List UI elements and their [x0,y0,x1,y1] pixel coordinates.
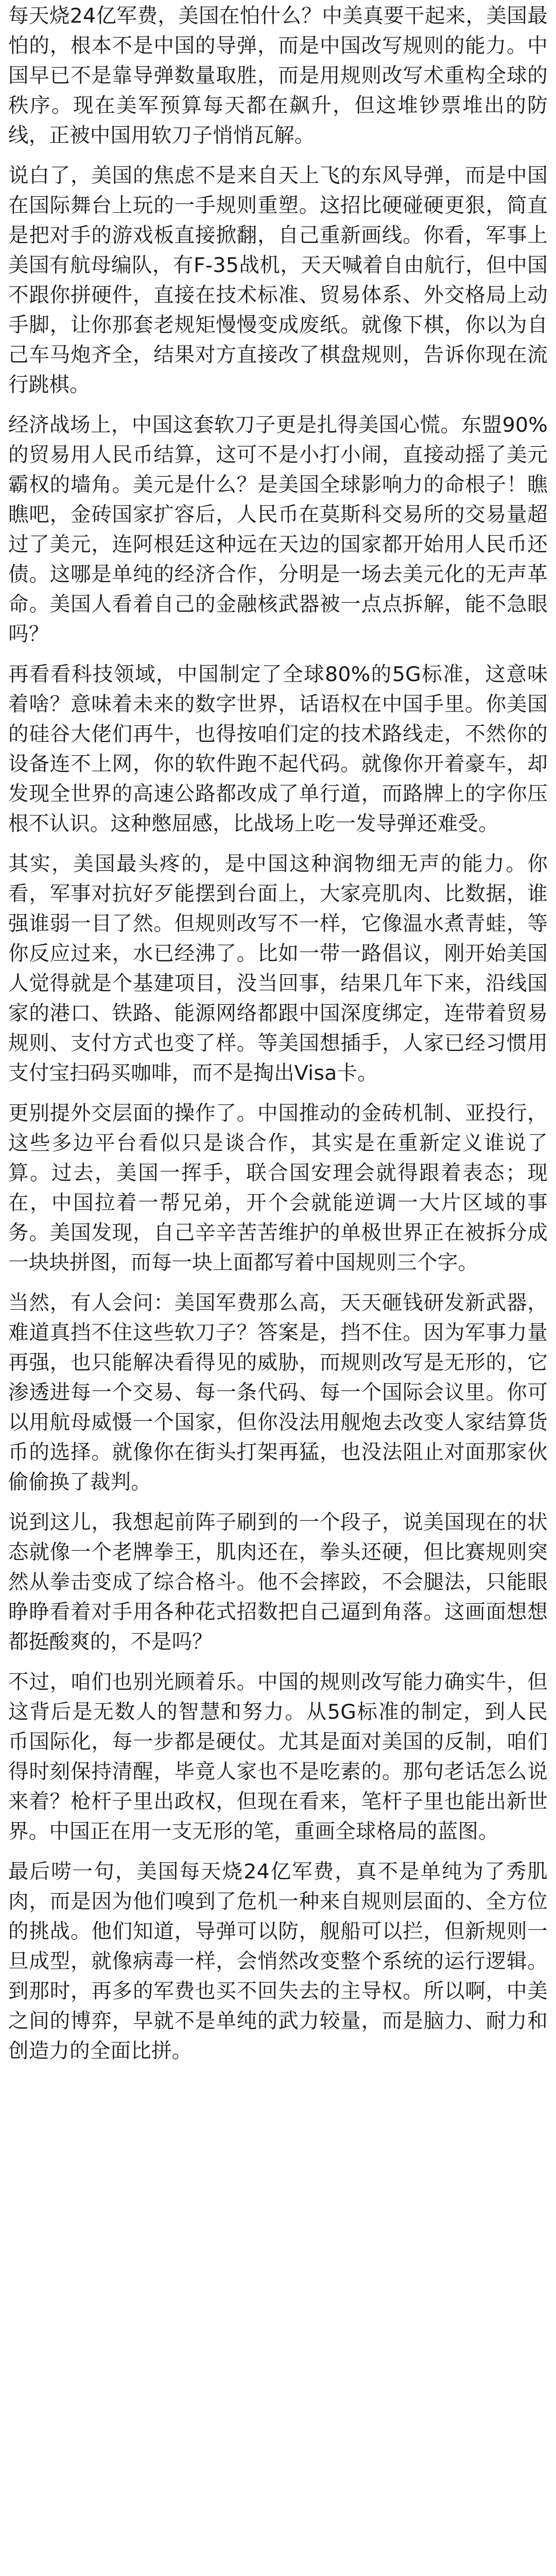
article-paragraph-1: 每天烧24亿军费，美国在怕什么？中美真要干起来，美国最怕的，根本不是中国的导弹，而是中国改写规则的能力。中国早已不是靠导弹数量取胜，而是用规则改写术重构全球的秩序。现在美军预算每天都在飙升，但这堆钞票堆出的防线，正被中国用软刀子悄悄瓦解。 [8,4,548,147]
article-paragraph-2: 说白了，美国的焦虑不是来自天上飞的东风导弹，而是中国在国际舞台上玩的一手规则重塑。这招比硬碰硬更狠，简直是把对手的游戏板直接掀翻，自己重新画线。你看，军事上美国有航母编队，有F-35战机，天天喊着自由航行，但中国不跟你拼硬件，直接在技术标准、贸易体系、外交格局上动手脚，让你那套老规矩慢慢变成废纸。就像下棋，你以为自己车马炮齐全，结果对方直接改了棋盘规则，告诉你现在流行跳棋。 [8,164,548,397]
article-paragraph-7: 当然，有人会问：美国军费那么高，天天砸钱研发新武器，难道真挡不住这些软刀子？答案是，挡不住。因为军事力量再强，也只能解决看得见的威胁，而规则改写是无形的，它渗透进每一个交易、每一条代码、每一个国际会议里。你可以用航母威慑一个国家，但你没法用舰炮去改变人家结算货币的选择。就像你在街头打架再猛，也没法阻止对面那家伙偷偷换了裁判。 [8,1291,548,1494]
article-paragraph-9: 不过，咱们也别光顾着乐。中国的规则改写能力确实牛，但这背后是无数人的智慧和努力。从5G标准的制定，到人民币国际化，每一步都是硬仗。尤其是面对美国的反制，咱们得时刻保持清醒，毕竟人家也不是吃素的。那句老话怎么说来着？枪杆子里出政权，但现在看来，笔杆子里也能出新世界。中国正在用一支无形的笔，重画全球格局的蓝图。 [8,1670,548,1843]
article-paragraph-10: 最后唠一句，美国每天烧24亿军费，真不是单纯为了秀肌肉，而是因为他们嗅到了危机一种来自规则层面的、全方位的挑战。他们知道，导弹可以防，舰船可以拦，但新规则一旦成型，就像病毒一样，会悄然改变整个系统的运行逻辑。到那时，再多的军费也买不回失去的主导权。所以啊，中美之间的博弈，早就不是单纯的武力较量，而是脑力、耐力和创造力的全面比拼。 [8,1860,548,2063]
article-paragraph-4: 再看看科技领域，中国制定了全球80%的5G标准，这意味着啥？意味着未来的数字世界，话语权在中国手里。你美国的硅谷大佬们再牛，也得按咱们定的技术路线走，不然你的设备连不上网，你的软件跑不起代码。就像你开着豪车，却发现全世界的高速公路都改成了单行道，而路牌上的字你压根不认识。这种憋屈感，比战场上吃一发导弹还难受。 [8,663,548,836]
article-paragraph-8: 说到这儿，我想起前阵子刷到的一个段子，说美国现在的状态就像一个老牌拳王，肌肉还在，拳头还硬，但比赛规则突然从拳击变成了综合格斗。他不会摔跤，不会腿法，只能眼睁睁看着对手用各种花式招数把自己逼到角落。这画面想想都挺酸爽的，不是吗？ [8,1511,548,1654]
article-paragraph-3: 经济战场上，中国这套软刀子更是扎得美国心慌。东盟90%的贸易用人民币结算，这可不是小打小闹，直接动摇了美元霸权的墙角。美元是什么？是美国全球影响力的命根子！瞧瞧吧，金砖国家扩容后，人民币在莫斯科交易所的交易量超过了美元，连阿根廷这种远在天边的国家都开始用人民币还债。这哪是单纯的经济合作，分明是一场去美元化的无声革命。美国人看着自己的金融核武器被一点点拆解，能不急眼吗？ [8,413,548,646]
article-paragraph-6: 更别提外交层面的操作了。中国推动的金砖机制、亚投行，这些多边平台看似只是谈合作，其实是在重新定义谁说了算。过去，美国一挥手，联合国安理会就得跟着表态；现在，中国拉着一帮兄弟，开个会就能逆调一大片区域的事务。美国发现，自己辛辛苦苦维护的单极世界正在被拆分成一块块拼图，而每一块上面都写着中国规则三个字。 [8,1101,548,1275]
article-paragraph-5: 其实，美国最头疼的，是中国这种润物细无声的能力。你看，军事对抗好歹能摆到台面上，大家亮肌肉、比数据，谁强谁弱一目了然。但规则改写不一样，它像温水煮青蛙，等你反应过来，水已经沸了。比如一带一路倡议，刚开始美国人觉得就是个基建项目，没当回事，结果几年下来，沿线国家的港口、铁路、能源网络都跟中国深度绑定，连带着贸易规则、支付方式也变了样。等美国想插手，人家已经习惯用支付宝扫码买咖啡，而不是掏出Visa卡。 [8,852,548,1085]
